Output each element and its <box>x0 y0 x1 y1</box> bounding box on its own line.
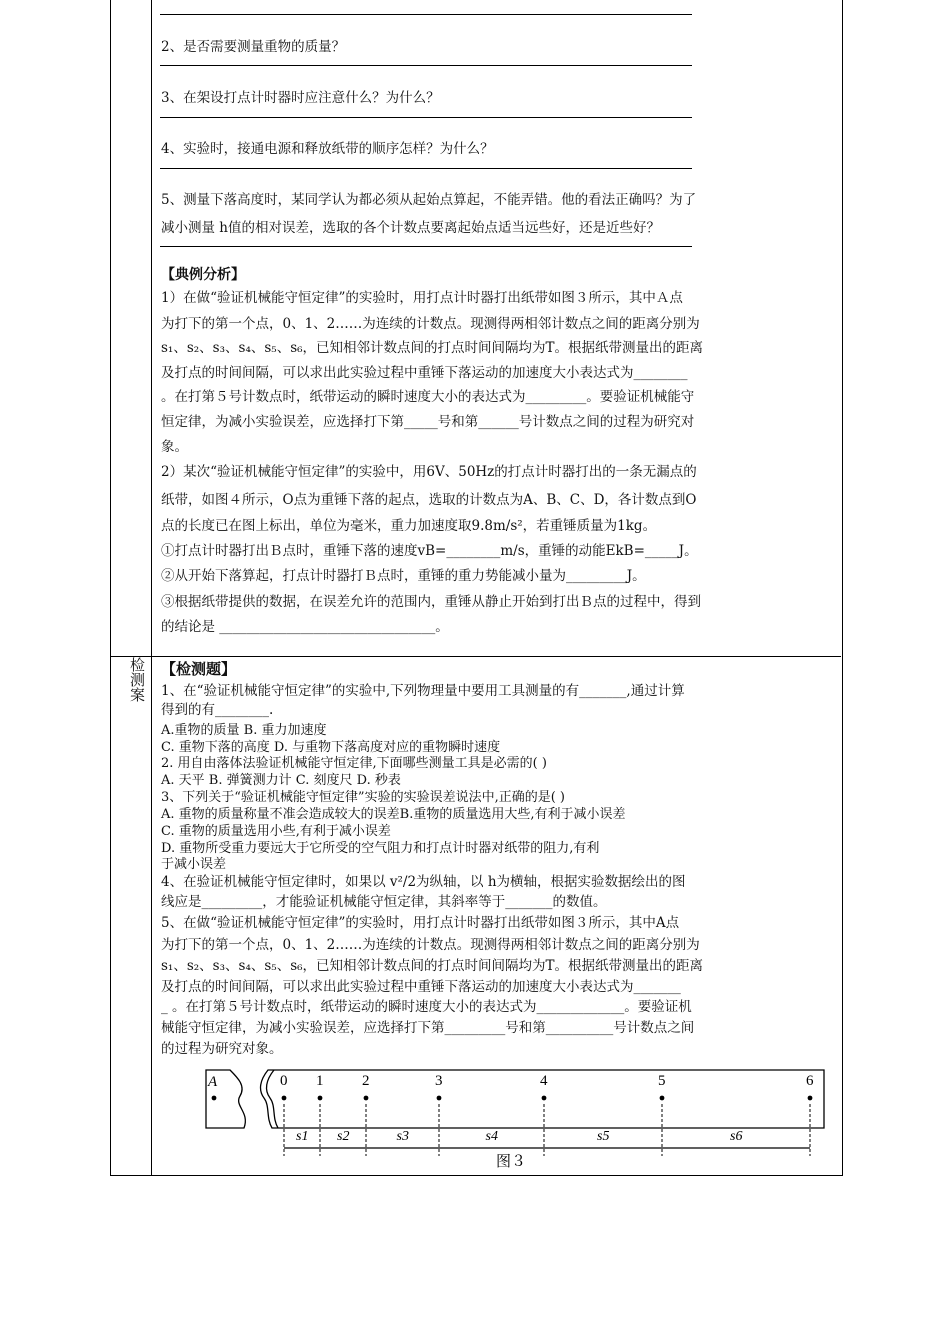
test-1-line-2: 得到的有________. <box>161 702 274 718</box>
example-2-line-2: 纸带，如图４所示，O点为重锤下落的起点，选取的计数点为A、B、C、D，各计数点到O <box>161 492 697 508</box>
test-5-line-3: s₁、s₂、s₃、s₄、s₅、s₆，已知相邻计数点间的打点时间间隔均为T。根据纸带测量出的距离 <box>161 958 704 974</box>
test-5-line-6: 械能守恒定律，为减小实验误差，应选择打下第_________号和第__________号计数点之间 <box>161 1020 695 1036</box>
segment-label: s4 <box>485 1129 498 1144</box>
answer-line <box>160 14 692 15</box>
answer-line <box>160 65 692 66</box>
test-5-line-2: 为打下的第一个点，0、1、2……为连续的计数点。现测得两相邻计数点之间的距离分别为 <box>161 937 700 953</box>
test-5-line-4: 及打点的时间间隔，可以求出此实验过程中重锤下落运动的加速度大小表达式为_______ <box>161 979 681 995</box>
test-3-option-d-line-2: 于减小误差 <box>161 857 227 872</box>
answer-line <box>160 168 692 169</box>
segment-label: s2 <box>337 1129 350 1144</box>
segment-label: s3 <box>396 1129 409 1144</box>
example-1-line-4: 及打点的时间间隔，可以求出此实验过程中重锤下落运动的加速度大小表达式为________ <box>161 365 688 381</box>
segment-label: s6 <box>730 1129 743 1144</box>
test-2: 2. 用自由落体法验证机械能守恒定律,下面哪些测量工具是必需的( ) <box>161 756 547 771</box>
test-5-line-5: _ 。在打第５号计数点时，纸带运动的瞬时速度大小的表达式为_____________。要验证机 <box>161 999 692 1015</box>
test-heading: 【检测题】 <box>161 660 237 678</box>
question-5-line-1: 5、测量下落高度时，某同学认为都必须从起始点算起，不能弄错。他的看法正确吗？为了 <box>161 192 697 208</box>
point-a-dot <box>212 1096 217 1101</box>
tape-point-4 <box>542 1096 547 1101</box>
test-3-option-d-line-1: D. 重物所受重力要远大于它所受的空气阻力和打点计时器对纸带的阻力,有利 <box>161 841 600 856</box>
row-divider <box>110 656 841 657</box>
example-1-line-2: 为打下的第一个点，0、1、2……为连续的计数点。现测得两相邻计数点之间的距离分别为 <box>161 316 700 332</box>
test-1-options-cd: C. 重物下落的高度 D. 与重物下落高度对应的重物瞬时速度 <box>161 740 501 755</box>
example-2-line-1: 2）某次“验证机械能守恒定律”的实验中，用6V、50Hz的打点计时器打出的一条无漏点的 <box>161 464 697 480</box>
tape-point-0 <box>282 1096 287 1101</box>
answer-line <box>160 246 692 247</box>
tape-point-label: 2 <box>362 1073 370 1089</box>
test-5-line-1: 5、在做“验证机械能守恒定律”的实验时，用打点计时器打出纸带如图３所示，其中A点 <box>161 915 680 931</box>
tape-point-label: 0 <box>280 1073 288 1089</box>
tape-point-label: 3 <box>435 1073 443 1089</box>
answer-line <box>160 117 692 118</box>
question-2: 2、是否需要测量重物的质量？ <box>161 39 346 55</box>
tape-point-label: 4 <box>540 1073 548 1089</box>
side-label: 检测案 <box>128 657 146 702</box>
figure-caption: 图３ <box>496 1152 527 1170</box>
test-1-line-1: 1、在“验证机械能守恒定律”的实验中,下列物理量中要用工具测量的有_______,通过计算 <box>161 683 685 699</box>
question-4: 4、实验时，接通电源和释放纸带的顺序怎样？为什么？ <box>161 141 494 157</box>
segment-label: s1 <box>296 1129 309 1144</box>
question-3: 3、在架设打点计时器时应注意什么？为什么？ <box>161 90 440 106</box>
tape-point-3 <box>437 1096 442 1101</box>
tape-point-6 <box>808 1096 813 1101</box>
segment-label: s5 <box>597 1129 610 1144</box>
test-3-option-c: C. 重物的质量选用小些,有利于减小误差 <box>161 824 391 839</box>
tape-point-label: 5 <box>658 1073 666 1089</box>
example-2-line-7: 的结论是 ________________________________。 <box>161 619 449 635</box>
tape-point-label: 6 <box>806 1073 814 1089</box>
tape-point-2 <box>364 1096 369 1101</box>
example-1-line-5: 。在打第５号计数点时，纸带运动的瞬时速度大小的表达式为_________。要验证机械能守 <box>161 389 695 405</box>
tape-point-label: 1 <box>316 1073 324 1089</box>
example-1-line-7: 象。 <box>161 439 188 455</box>
point-a-label: A <box>208 1074 218 1090</box>
example-heading: 【典例分析】 <box>161 267 245 283</box>
test-5-line-7: 的过程为研究对象。 <box>161 1041 283 1057</box>
tape-point-5 <box>660 1096 665 1101</box>
test-3-option-ab: A. 重物的质量称量不准会造成较大的误差B.重物的质量选用大些,有利于减小误差 <box>161 807 626 822</box>
test-3: 3、下列关于“验证机械能守恒定律”实验的实验误差说法中,正确的是( ) <box>161 790 565 805</box>
example-2-line-5: ②从开始下落算起，打点计时器打Ｂ点时，重锤的重力势能减小量为_________J。 <box>161 568 646 584</box>
column-divider <box>151 0 152 1175</box>
example-2-line-3: 点的长度已在图上标出，单位为毫米，重力加速度取9.8m/s²，若重锤质量为1kg。 <box>161 518 657 534</box>
test-4-line-1: 4、在验证机械能守恒定律时，如果以 v²/2为纵轴，以 h为横轴，根据实验数据绘出的图 <box>161 874 686 890</box>
test-4-line-2: 线应是_________，才能验证机械能守恒定律，其斜率等于_______的数值。 <box>161 894 607 910</box>
tape-point-1 <box>318 1096 323 1101</box>
example-1-line-1: 1）在做“验证机械能守恒定律”的实验时，用打点计时器打出纸带如图３所示，其中Ａ点 <box>161 290 683 306</box>
tape-figure <box>196 1060 836 1172</box>
example-1-line-3: s₁、s₂、s₃、s₄、s₅、s₆，已知相邻计数点间的打点时间间隔均为T。根据纸带测量出的距离 <box>161 340 704 356</box>
test-1-options-ab: A.重物的质量 B. 重力加速度 <box>161 723 327 738</box>
question-5-line-2: 减小测量 h值的相对误差，选取的各个计数点要离起始点适当远些好，还是近些好？ <box>161 220 660 236</box>
example-1-line-6: 恒定律，为减小实验误差，应选择打下第_____号和第______号计数点之间的过程为研究对 <box>161 414 695 430</box>
example-2-line-4: ①打点计时器打出Ｂ点时，重锤下落的速度vB=________m/s，重锤的动能EkB=_____J。 <box>161 543 698 559</box>
test-2-options: A. 天平 B. 弹簧测力计 C. 刻度尺 D. 秒表 <box>161 773 401 788</box>
example-2-line-6: ③根据纸带提供的数据，在误差允许的范围内，重锤从静止开始到打出Ｂ点的过程中，得到 <box>161 594 701 610</box>
